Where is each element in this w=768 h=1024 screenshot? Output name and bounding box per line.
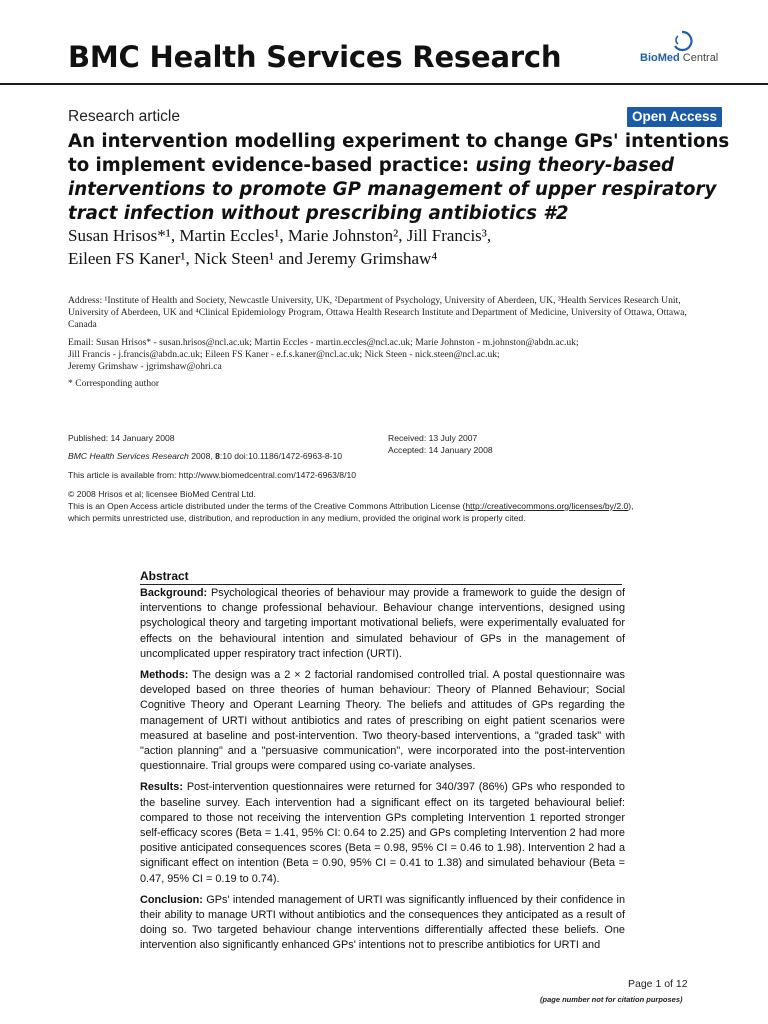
conclusion-label: Conclusion: xyxy=(140,893,203,906)
abstract-conclusion xyxy=(140,893,625,954)
email-line: Jill Francis - j.francis@abdn.ac.uk; Eileen FS Kaner - e.f.s.kaner@ncl.ac.uk; Nick Steen - nick.steen@ncl.ac.uk; xyxy=(68,348,500,360)
methods-text: The design was a 2 × 2 factorial randomised controlled trial. A postal questionnaire was developed based on three theories of human behaviour: Theory of Planned Behaviour; Social Cognitive Theory and Operant Learning Theory. The beliefs and attitudes of GPs regarding the management of URTI without antibiotics and rates of prescribing on eight patient scenarios were measured at baseline and post-intervention. Two theory-based interventions, a "graded task" with "action planning" and a "persuasive communication", were incorporated into the post-intervention questionnaire. Trial groups were compared using co-variate analyses. xyxy=(140,669,625,773)
license-line-2: which permits unrestricted use, distribution, and reproduction in any medium, provided the original work is properly cited. xyxy=(68,513,526,523)
email-line: Email: Susan Hrisos* - susan.hrisos@ncl.ac.uk; Martin Eccles - martin.eccles@ncl.ac.uk; Marie Johnston - m.johnston@abdn.ac.uk; xyxy=(68,337,579,348)
abstract-heading: Abstract xyxy=(140,569,189,583)
open-access-badge: Open Access xyxy=(627,107,722,127)
copyright: © 2008 Hrisos et al; licensee BioMed Central Ltd. xyxy=(68,489,256,499)
author-emails xyxy=(68,337,708,372)
logo-wordmark xyxy=(640,52,718,64)
citation-doi: :10 doi:10.1186/1472-6963-8-10 xyxy=(219,451,343,461)
authors-line-1: Susan Hrisos*¹, Martin Eccles¹, Marie Johnston², Jill Francis³, xyxy=(68,226,492,245)
license-statement xyxy=(68,500,634,512)
license-close: ), xyxy=(628,501,634,511)
citation-volume: 8 xyxy=(215,451,220,461)
abstract-background xyxy=(140,586,625,662)
title-main: An intervention modelling experiment to change GPs' intentions to implement evidence-based practice: xyxy=(68,131,730,176)
abstract-results xyxy=(140,780,625,886)
title-subtitle: using theory-based interventions to promote GP management of upper respiratory tract infection without prescribing antibiotics #2 xyxy=(68,155,717,224)
citation-year: 2008, xyxy=(188,451,216,461)
authors-line-2: Eileen FS Kaner¹, Nick Steen¹ and Jeremy Grimshaw⁴ xyxy=(68,249,438,268)
page-number-note: (page number not for citation purposes) xyxy=(540,995,683,1004)
results-label: Results: xyxy=(140,781,183,794)
email-line: Jeremy Grimshaw - jgrimshaw@ohri.ca xyxy=(68,360,222,372)
author-list xyxy=(68,224,748,270)
license-text: This is an Open Access article distributed under the terms of the Creative Commons Attribution License ( xyxy=(68,501,466,511)
logo-central: Central xyxy=(679,52,719,64)
background-label: Background: xyxy=(140,587,208,599)
background-text: Psychological theories of behaviour may provide a framework to guide the design of interventions to change professional behaviour. Behaviour change interventions, designed using psychological theory and targeting important motivational beliefs, were experimentally evaluated for effects on the behavioural intention and simulated behaviour of GPs in the management of uncomplicated upper respiratory tract infection (URTI). xyxy=(140,587,625,660)
published-date: Published: 14 January 2008 xyxy=(68,433,175,443)
page-number: Page 1 of 12 xyxy=(628,978,688,990)
accepted-date: Accepted: 14 January 2008 xyxy=(388,445,493,455)
citation xyxy=(68,450,342,462)
logo-bio: BioMed xyxy=(640,52,680,64)
methods-label: Methods: xyxy=(140,669,189,682)
journal-title: BMC Health Services Research xyxy=(68,40,562,74)
corresponding-author-note: * Corresponding author xyxy=(68,378,160,389)
biomed-logo-icon xyxy=(670,30,694,52)
article-title xyxy=(68,130,748,226)
article-url: This article is available from: http://www.biomedcentral.com/1472-6963/8/10 xyxy=(68,470,357,480)
abstract-methods xyxy=(140,668,625,774)
header-divider xyxy=(0,83,768,85)
results-text: Post-intervention questionnaires were returned for 340/397 (86%) GPs who responded to the baseline survey. Each intervention had a significant effect on its targeted behavioural belief: compared to those not receiving the intervention GPs completing Intervention 1 reported stronger self-efficacy scores (Beta = 1.41, 95% CI: 0.64 to 2.25) and GPs completing Intervention 2 had more positive anticipated consequences scores (Beta = 0.98, 95% CI = 0.46 to 1.98). Intervention 2 had a significant effect on intention (Beta = 0.90, 95% CI = 0.41 to 1.38) and simulated behaviour (Beta = 0.47, 95% CI = 0.19 to 0.74). xyxy=(140,781,625,885)
affiliation-address: Address: ¹Institute of Health and Society, Newcastle University, UK, ²Department of Psychology, University of Aberdeen, UK, ³Health Services Research Unit, University of Aberdeen, UK and ⁴Clinical Epidemiology Program, Ottawa Health Research Institute and Department of Medicine, University of Ottawa, Ottawa, Canada xyxy=(68,295,687,330)
abstract-divider xyxy=(140,584,622,585)
article-type: Research article xyxy=(68,108,180,125)
biomed-central-logo xyxy=(640,30,740,70)
license-link[interactable]: http://creativecommons.org/licenses/by/2.0 xyxy=(465,501,629,511)
conclusion-text: GPs' intended management of URTI was significantly influenced by their confidence in their ability to manage URTI without antibiotics and the consequences they anticipated as a result of doing so. Two targeted behaviour change interventions differentially affected these beliefs. One intervention also significantly enhanced GPs' intentions not to prescribe antibiotics for URTI and xyxy=(140,893,625,952)
citation-journal: BMC Health Services Research xyxy=(68,451,189,461)
received-date: Received: 13 July 2007 xyxy=(388,433,478,443)
abstract-body xyxy=(140,586,625,960)
